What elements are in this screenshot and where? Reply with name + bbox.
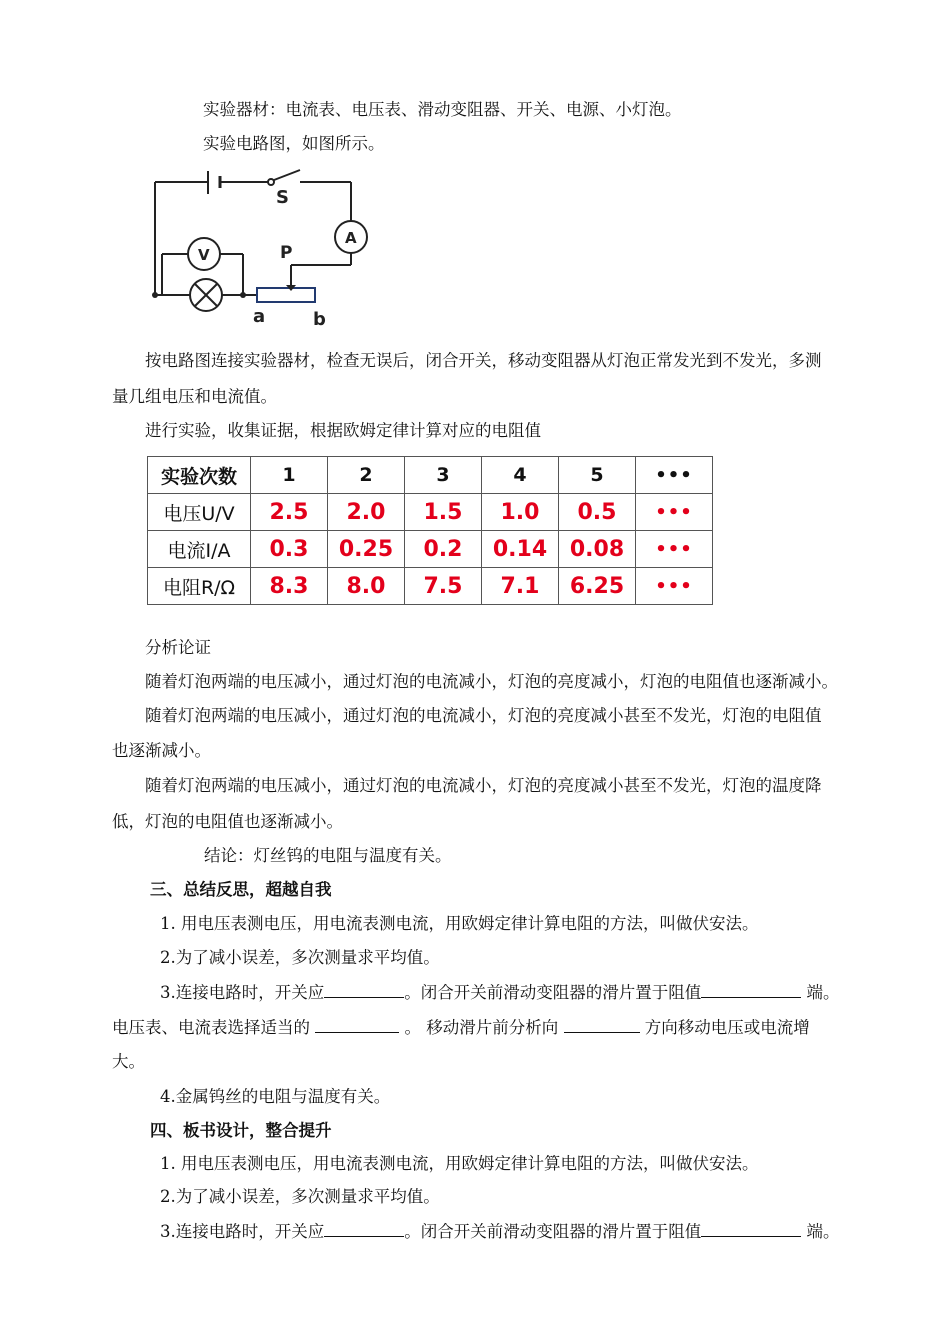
text-fragment: 。闭合开关前滑动变阻器的滑片置于阻值: [404, 1222, 702, 1241]
section-3-item-3-line-1: [160, 981, 840, 1004]
table-header-row: [148, 457, 713, 494]
fill-blank: [324, 1220, 404, 1237]
table-cell: 2.5: [251, 494, 328, 531]
fill-blank: [701, 981, 801, 998]
analysis-paragraph-3-line-2: 低，灯泡的电阻值也逐渐减小。: [112, 812, 343, 831]
table-header-cell: 2: [328, 457, 405, 494]
table-header-cell: 1: [251, 457, 328, 494]
table-header-cell: •••: [636, 457, 713, 494]
fill-blank: [315, 1016, 399, 1033]
row-label: 电流I/A: [148, 531, 251, 568]
text-fragment: 端。: [801, 1222, 840, 1241]
section-4-title: 四、板书设计，整合提升: [150, 1121, 332, 1140]
table-cell: 7.1: [482, 568, 559, 605]
table-cell: 0.2: [405, 531, 482, 568]
table-cell-more: •••: [636, 531, 713, 568]
circuit-diagram: [150, 165, 390, 335]
slider-label: P: [280, 243, 293, 263]
section-4-item-3: [160, 1220, 840, 1243]
table-cell: 1.0: [482, 494, 559, 531]
conclusion-text: 结论：灯丝钨的电阻与温度有关。: [204, 846, 452, 865]
switch-contact: [268, 179, 274, 185]
table-row: [148, 568, 713, 605]
text-fragment: 3.连接电路时，开关应: [160, 983, 325, 1002]
table-cell: 8.0: [328, 568, 405, 605]
text-fragment: 方向移动电压或电流增: [639, 1018, 810, 1037]
analysis-paragraph-3-line-1: 随着灯泡两端的电压减小，通过灯泡的电流减小，灯泡的亮度减小甚至不发光，灯泡的温度降: [145, 776, 822, 795]
text-fragment: 。 移动滑片前分析向: [399, 1018, 564, 1037]
table-cell: 8.3: [251, 568, 328, 605]
table-cell: 0.08: [559, 531, 636, 568]
switch-label: S: [276, 187, 289, 208]
table-cell: 1.5: [405, 494, 482, 531]
text-fragment: 3.连接电路时，开关应: [160, 1222, 325, 1241]
text-fragment: 端。: [801, 983, 840, 1002]
section-3-item-4: 4.金属钨丝的电阻与温度有关。: [160, 1087, 391, 1106]
section-3-item-2: 2.为了减小误差，多次测量求平均值。: [160, 948, 440, 967]
table-row: [148, 494, 713, 531]
row-label: 电压U/V: [148, 494, 251, 531]
text-fragment: 电压表、电流表选择适当的: [112, 1018, 316, 1037]
procedure-line-1: 按电路图连接实验器材，检查无误后，闭合开关，移动变阻器从灯泡正常发光到不发光，多测: [145, 351, 822, 370]
table-header-cell: 实验次数: [148, 457, 251, 494]
fill-blank: [701, 1220, 801, 1237]
table-header-cell: 3: [405, 457, 482, 494]
equipment-text: 实验器材：电流表、电压表、滑动变阻器、开关、电源、小灯泡。: [203, 100, 682, 119]
table-cell-more: •••: [636, 494, 713, 531]
row-label: 电阻R/Ω: [148, 568, 251, 605]
analysis-heading: 分析论证: [145, 638, 211, 657]
table-cell: 7.5: [405, 568, 482, 605]
table-cell: 0.3: [251, 531, 328, 568]
data-table: [147, 456, 713, 605]
section-3-title: 三、总结反思，超越自我: [150, 880, 332, 899]
text-fragment: 。闭合开关前滑动变阻器的滑片置于阻值: [404, 983, 702, 1002]
circuit-caption: 实验电路图，如图所示。: [203, 134, 385, 153]
table-cell: 0.5: [559, 494, 636, 531]
table-cell: 6.25: [559, 568, 636, 605]
table-cell: 2.0: [328, 494, 405, 531]
fill-blank: [324, 981, 404, 998]
procedure-line-3: 进行实验，收集证据，根据欧姆定律计算对应的电阻值: [145, 421, 541, 440]
switch-blade: [274, 170, 300, 180]
section-3-item-3-line-3: 大。: [112, 1052, 145, 1071]
procedure-line-2: 量几组电压和电流值。: [112, 387, 277, 406]
table-row: [148, 531, 713, 568]
section-3-item-3-line-2: [112, 1016, 810, 1039]
table-header-cell: 5: [559, 457, 636, 494]
rheostat: [257, 288, 315, 302]
analysis-paragraph-2-line-1: 随着灯泡两端的电压减小，通过灯泡的电流减小，灯泡的亮度减小甚至不发光，灯泡的电阻值: [145, 706, 822, 725]
section-3-item-1: 1. 用电压表测电压，用电流表测电流，用欧姆定律计算电阻的方法，叫做伏安法。: [160, 914, 759, 933]
end-b-label: b: [313, 309, 326, 330]
table-cell-more: •••: [636, 568, 713, 605]
table-header-cell: 4: [482, 457, 559, 494]
voltmeter-label: V: [198, 246, 210, 264]
section-4-item-2: 2.为了减小误差，多次测量求平均值。: [160, 1187, 440, 1206]
fill-blank: [564, 1016, 640, 1033]
end-a-label: a: [253, 306, 266, 327]
table-cell: 0.25: [328, 531, 405, 568]
ammeter-label: A: [345, 229, 357, 247]
analysis-paragraph-2-line-2: 也逐渐减小。: [112, 741, 211, 760]
table-cell: 0.14: [482, 531, 559, 568]
section-4-item-1: 1. 用电压表测电压，用电流表测电流，用欧姆定律计算电阻的方法，叫做伏安法。: [160, 1154, 759, 1173]
analysis-paragraph-1: 随着灯泡两端的电压减小，通过灯泡的电流减小，灯泡的亮度减小，灯泡的电阻值也逐渐减小。: [145, 672, 838, 691]
